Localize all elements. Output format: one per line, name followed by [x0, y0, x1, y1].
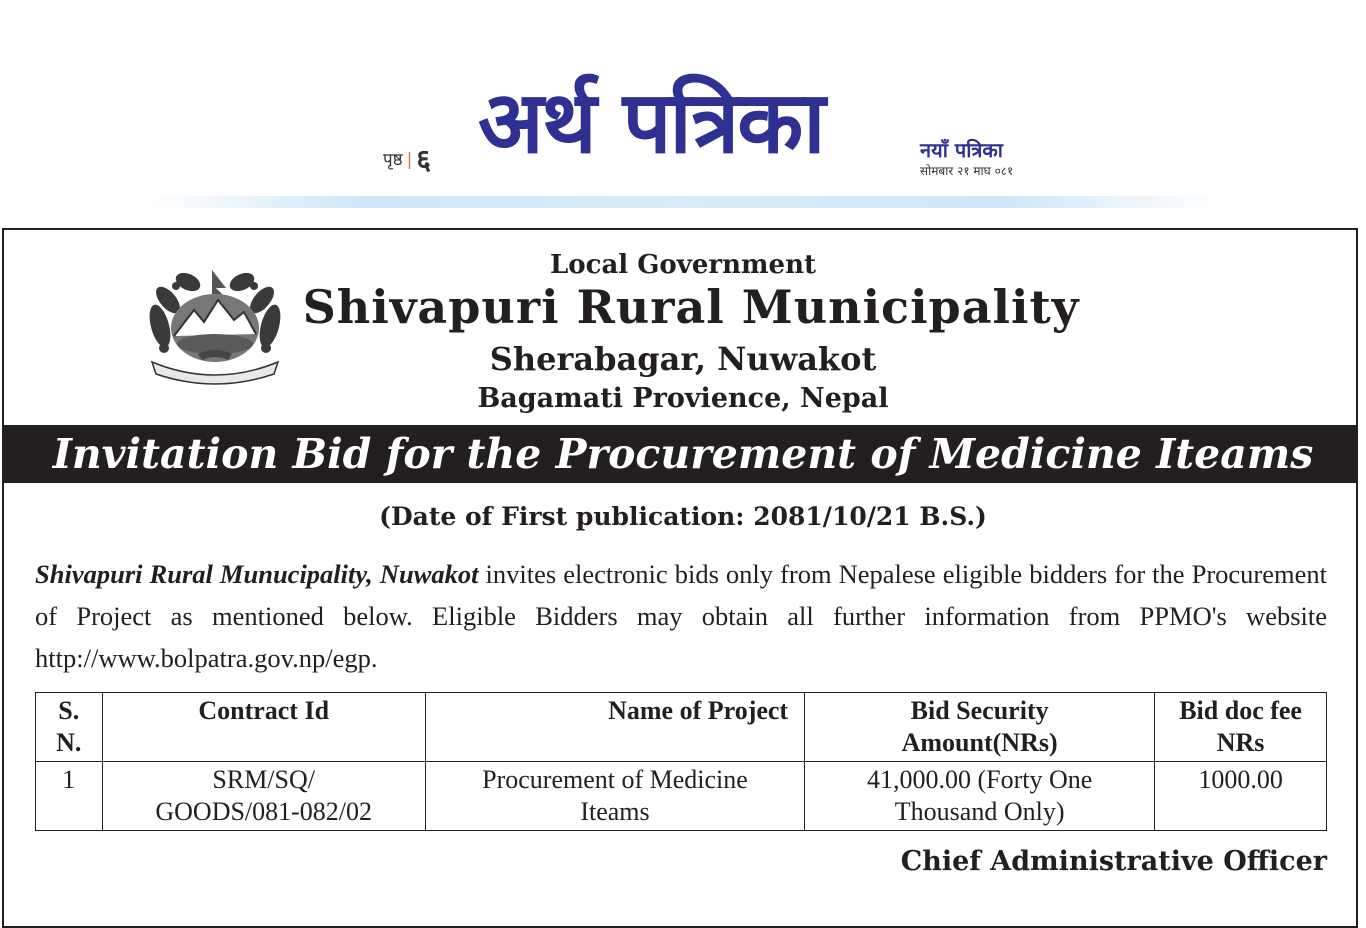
header-project: Name of Project [425, 693, 804, 762]
cell-security-line2: Thousand Only) [894, 797, 1065, 826]
intro-municipality: Shivapuri Rural Munucipality, Nuwakot [35, 559, 479, 589]
edition-date: सोमबार २१ माघ ०८१ [920, 164, 1014, 178]
cell-contract-id [102, 762, 425, 831]
page-separator: | [406, 150, 413, 170]
header-sn-line1: S. [58, 696, 80, 725]
header-doc-fee [1155, 693, 1327, 762]
intro-text: invites electronic bids only from Nepalese eligible bidders for the Procurement of Project as mentioned below. Eligible Bidders may obtain all further information from PPMO's website http://www.bolpatra.gov.np/egp. [35, 559, 1327, 673]
header-security-line1: Bid Security [910, 696, 1049, 725]
notice-title: Invitation Bid for the Procurement of Medicine Iteams [52, 430, 1314, 478]
header-fee-line2: NRs [1216, 728, 1265, 757]
local-government-label: Local Government [550, 250, 816, 280]
page-number: ६ [416, 143, 431, 176]
cell-contract-line1: SRM/SQ/ [212, 765, 315, 794]
cell-contract-line2: GOODS/081-082/02 [155, 797, 373, 826]
cell-sn: 1 [36, 762, 103, 831]
sister-publication: नयाँ पत्रिका [920, 138, 1003, 162]
page-label: पृष्ठ [383, 150, 403, 170]
header-bid-security [805, 693, 1155, 762]
header-fee-line1: Bid doc fee [1179, 696, 1302, 725]
header-security-line2: Amount(NRs) [901, 728, 1058, 757]
province-label: Bagamati Provience, Nepal [477, 383, 889, 414]
cell-project-line2: Iteams [580, 797, 650, 826]
header-contract-id: Contract Id [102, 693, 425, 762]
newspaper-title: अर्थ पत्रिका [478, 73, 824, 173]
newspaper-masthead [0, 0, 1366, 228]
municipality-name: Shivapuri Rural Municipality [302, 280, 1080, 334]
municipality-address: Sherabagar, Nuwakot [489, 340, 877, 378]
intro-paragraph [35, 553, 1327, 679]
bid-table [35, 692, 1327, 831]
header-sn [36, 693, 103, 762]
cell-doc-fee: 1000.00 [1155, 762, 1327, 831]
table-row [36, 762, 1327, 831]
signatory-title: Chief Administrative Officer [900, 846, 1327, 877]
cell-bid-security [805, 762, 1155, 831]
table-header-row [36, 693, 1327, 762]
cell-project-line1: Procurement of Medicine [482, 765, 748, 794]
header-sn-line2: N. [56, 728, 82, 757]
publication-date: (Date of First publication: 2081/10/21 B.S.) [379, 502, 987, 531]
page-indicator [383, 140, 431, 178]
masthead-rule [150, 196, 1216, 208]
cell-security-line1: 41,000.00 (Forty One [866, 765, 1093, 794]
cell-project [425, 762, 804, 831]
